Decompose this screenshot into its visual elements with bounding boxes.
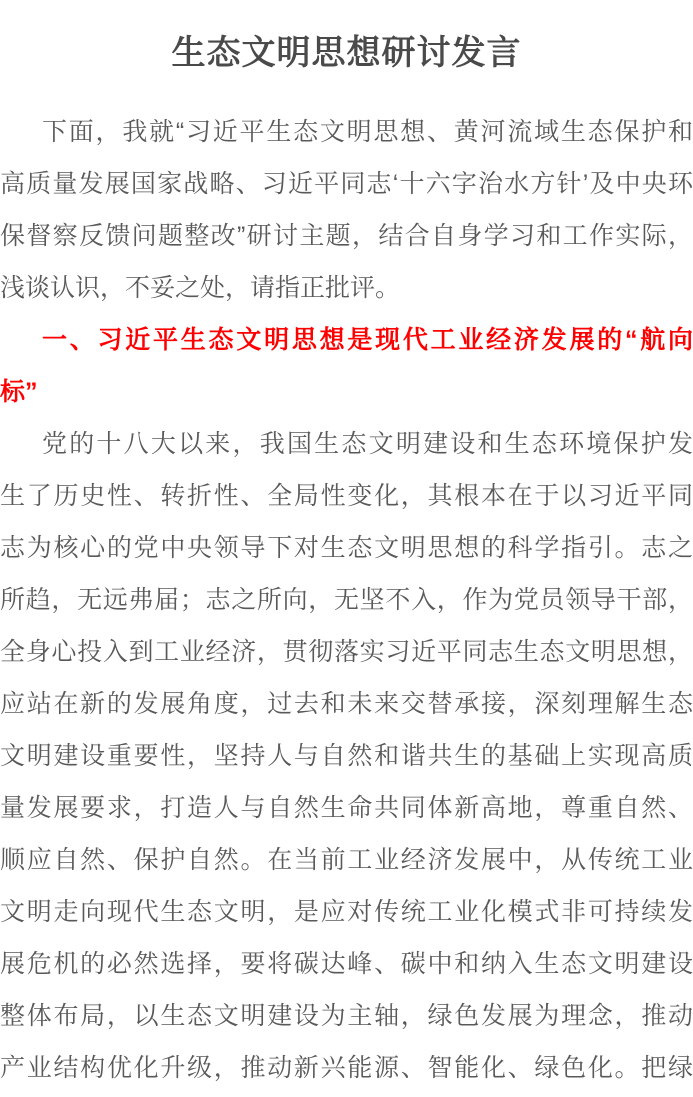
paragraph-line: 应站在新的发展角度，过去和未来交替承接，深刻理解生态 <box>0 690 693 718</box>
paragraph-line: 下面，我就“习近平生态文明思想、黄河流域生态保护和 <box>42 118 693 146</box>
paragraph-line: 全身心投入到工业经济，贯彻落实习近平同志生态文明思想， <box>0 638 693 666</box>
paragraph-line: 量发展要求，打造人与自然生命共同体新高地，尊重自然、 <box>0 794 693 822</box>
section-heading <box>0 314 693 418</box>
heading-line: 标” <box>0 378 38 406</box>
paragraph-line: 展危机的必然选择，要将碳达峰、碳中和纳入生态文明建设 <box>0 950 693 978</box>
paragraph-line: 产业结构优化升级，推动新兴能源、智能化、绿色化。把绿 <box>0 1054 693 1082</box>
paragraph-line: 党的十八大以来，我国生态文明建设和生态环境保护发 <box>42 430 693 458</box>
paragraph-line: 保督察反馈问题整改”研讨主题，结合自身学习和工作实际， <box>0 222 693 250</box>
paragraph-line: 高质量发展国家战略、习近平同志‘十六字治水方针’及中央环 <box>0 170 693 198</box>
paragraph-line: 整体布局，以生态文明建设为主轴，绿色发展为理念，推动 <box>0 1002 693 1030</box>
paragraph-line: 浅谈认识，不妥之处，请指正批评。 <box>0 274 401 302</box>
paragraph-line: 志为核心的党中央领导下对生态文明思想的科学指引。志之 <box>0 534 693 562</box>
paragraph-line: 文明建设重要性，坚持人与自然和谐共生的基础上实现高质 <box>0 742 693 770</box>
paragraph-line: 顺应自然、保护自然。在当前工业经济发展中，从传统工业 <box>0 846 693 874</box>
document-title: 生态文明思想研讨发言 <box>171 34 522 72</box>
document-body <box>0 106 693 1094</box>
heading-line: 一、习近平生态文明思想是现代工业经济发展的“航向 <box>42 326 693 354</box>
paragraph-line: 生了历史性、转折性、全局性变化，其根本在于以习近平同 <box>0 482 693 510</box>
paragraph-line: 所趋，无远弗届；志之所向，无坚不入，作为党员领导干部， <box>0 586 693 614</box>
paragraph <box>0 418 693 1094</box>
paragraph-line: 文明走向现代生态文明，是应对传统工业化模式非可持续发 <box>0 898 693 926</box>
paragraph <box>0 106 693 314</box>
